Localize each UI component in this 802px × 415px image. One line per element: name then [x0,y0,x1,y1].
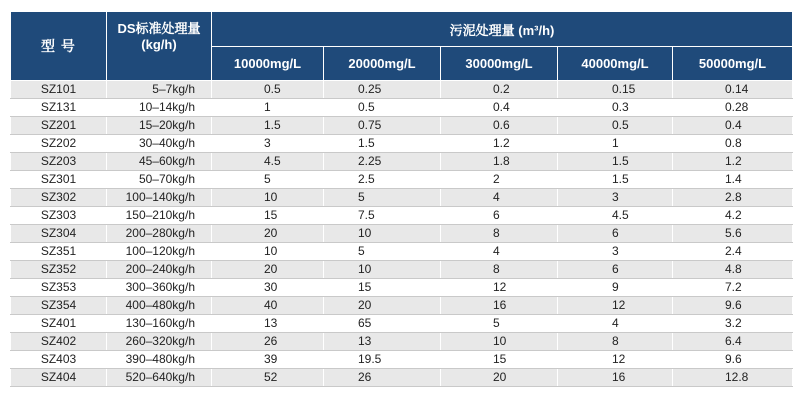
sludge-capacity-cell: 10 [324,225,441,243]
sludge-capacity-cell: 20 [441,369,558,387]
sludge-capacity-cell: 7.5 [324,207,441,225]
sludge-capacity-cell: 20 [212,261,324,279]
sludge-capacity-cell: 0.5 [324,99,441,117]
sludge-capacity-cell: 0.3 [558,99,673,117]
model-cell: SZ303 [11,207,107,225]
sludge-capacity-cell: 3.2 [673,315,793,333]
sludge-capacity-cell: 39 [212,351,324,369]
concentration-header-30000: 30000mg/L [441,47,558,81]
sludge-capacity-cell: 5 [212,171,324,189]
ds-capacity-header [107,12,212,81]
sludge-capacity-cell: 26 [212,333,324,351]
sludge-capacity-cell: 12 [441,279,558,297]
sludge-capacity-cell: 30 [212,279,324,297]
sludge-capacity-cell: 2.5 [324,171,441,189]
table-row [11,369,793,387]
sludge-capacity-cell: 0.5 [212,81,324,99]
table-row [11,261,793,279]
model-cell: SZ302 [11,189,107,207]
model-cell: SZ201 [11,117,107,135]
sludge-capacity-cell: 20 [212,225,324,243]
model-cell: SZ353 [11,279,107,297]
sludge-capacity-cell: 12 [558,351,673,369]
sludge-capacity-cell: 4.8 [673,261,793,279]
sludge-capacity-cell: 13 [212,315,324,333]
sludge-capacity-cell: 4.5 [558,207,673,225]
sludge-capacity-cell: 5 [441,315,558,333]
model-cell: SZ401 [11,315,107,333]
model-cell: SZ404 [11,369,107,387]
sludge-capacity-cell: 10 [212,243,324,261]
sludge-capacity-cell: 2 [441,171,558,189]
sludge-capacity-cell: 9.6 [673,351,793,369]
sludge-capacity-cell: 6 [558,261,673,279]
model-cell: SZ354 [11,297,107,315]
sludge-capacity-cell: 5.6 [673,225,793,243]
model-cell: SZ131 [11,99,107,117]
ds-capacity-cell: 130–160kg/h [107,315,212,333]
sludge-capacity-cell: 52 [212,369,324,387]
sludge-capacity-cell: 2.25 [324,153,441,171]
model-cell: SZ202 [11,135,107,153]
ds-capacity-cell: 520–640kg/h [107,369,212,387]
table-row [11,279,793,297]
sludge-capacity-cell: 0.4 [441,99,558,117]
sludge-capacity-cell: 0.14 [673,81,793,99]
ds-capacity-cell: 50–70kg/h [107,171,212,189]
sludge-capacity-cell: 4.2 [673,207,793,225]
sludge-capacity-cell: 10 [441,333,558,351]
model-cell: SZ402 [11,333,107,351]
ds-capacity-header-line2: (kg/h) [141,37,177,52]
sludge-capacity-cell: 0.2 [441,81,558,99]
sludge-capacity-cell: 16 [441,297,558,315]
sludge-capacity-cell: 0.8 [673,135,793,153]
sludge-capacity-cell: 2.8 [673,189,793,207]
sludge-capacity-cell: 0.28 [673,99,793,117]
sludge-capacity-cell: 9 [558,279,673,297]
ds-capacity-cell: 400–480kg/h [107,297,212,315]
table-row [11,99,793,117]
table-row [11,315,793,333]
sludge-capacity-cell: 8 [441,261,558,279]
table-row [11,189,793,207]
sludge-capacity-cell: 8 [558,333,673,351]
sludge-capacity-cell: 1.2 [673,153,793,171]
ds-capacity-cell: 10–14kg/h [107,99,212,117]
ds-capacity-cell: 45–60kg/h [107,153,212,171]
sludge-capacity-cell: 0.15 [558,81,673,99]
sludge-capacity-cell: 1.5 [324,135,441,153]
table-row [11,297,793,315]
sludge-capacity-cell: 1 [212,99,324,117]
sludge-capacity-cell: 3 [558,243,673,261]
ds-capacity-cell: 260–320kg/h [107,333,212,351]
sludge-capacity-cell: 0.75 [324,117,441,135]
ds-capacity-cell: 15–20kg/h [107,117,212,135]
sludge-capacity-cell: 1.5 [558,153,673,171]
sludge-capacity-cell: 20 [324,297,441,315]
table-row [11,243,793,261]
ds-capacity-cell: 100–120kg/h [107,243,212,261]
sludge-capacity-cell: 6.4 [673,333,793,351]
ds-capacity-cell: 200–280kg/h [107,225,212,243]
ds-capacity-cell: 100–140kg/h [107,189,212,207]
model-cell: SZ101 [11,81,107,99]
sludge-capacity-cell: 19.5 [324,351,441,369]
sludge-capacity-cell: 65 [324,315,441,333]
sludge-capacity-cell: 4 [558,315,673,333]
sludge-capacity-cell: 10 [212,189,324,207]
sludge-capacity-cell: 5 [324,189,441,207]
table-row [11,351,793,369]
model-cell: SZ203 [11,153,107,171]
table-body [11,81,793,387]
table-row [11,117,793,135]
sludge-capacity-group-header: 污泥处理量 (m³/h) [212,12,793,47]
concentration-header-10000: 10000mg/L [212,47,324,81]
ds-capacity-cell: 150–210kg/h [107,207,212,225]
table-row [11,171,793,189]
model-header: 型 号 [11,12,107,81]
sludge-capacity-cell: 1.5 [212,117,324,135]
sludge-capacity-cell: 12.8 [673,369,793,387]
sludge-capacity-cell: 15 [441,351,558,369]
sludge-capacity-cell: 10 [324,261,441,279]
sludge-capacity-cell: 15 [212,207,324,225]
sludge-capacity-cell: 0.5 [558,117,673,135]
sludge-capacity-cell: 12 [558,297,673,315]
sludge-capacity-cell: 4.5 [212,153,324,171]
ds-capacity-cell: 390–480kg/h [107,351,212,369]
sludge-capacity-cell: 7.2 [673,279,793,297]
sludge-capacity-cell: 6 [558,225,673,243]
sludge-capacity-cell: 4 [441,189,558,207]
concentration-header-20000: 20000mg/L [324,47,441,81]
table-row [11,135,793,153]
sludge-capacity-cell: 1.2 [441,135,558,153]
sludge-capacity-cell: 3 [212,135,324,153]
table-row [11,333,793,351]
table-row [11,153,793,171]
ds-capacity-cell: 30–40kg/h [107,135,212,153]
sludge-capacity-cell: 16 [558,369,673,387]
model-cell: SZ352 [11,261,107,279]
sludge-capacity-cell: 1.4 [673,171,793,189]
sludge-capacity-cell: 4 [441,243,558,261]
sludge-capacity-cell: 40 [212,297,324,315]
ds-capacity-cell: 300–360kg/h [107,279,212,297]
concentration-header-50000: 50000mg/L [673,47,793,81]
header-row-top [11,12,793,47]
sludge-capacity-cell: 0.25 [324,81,441,99]
sludge-capacity-cell: 5 [324,243,441,261]
spec-table [10,11,793,387]
model-cell: SZ403 [11,351,107,369]
sludge-capacity-cell: 1.8 [441,153,558,171]
ds-capacity-header-line1: DS标准处理量 [117,21,201,36]
sludge-capacity-cell: 1.5 [558,171,673,189]
sludge-capacity-cell: 0.6 [441,117,558,135]
table-header [11,12,793,81]
table-row [11,207,793,225]
sludge-capacity-cell: 8 [441,225,558,243]
ds-capacity-cell: 5–7kg/h [107,81,212,99]
sludge-capacity-cell: 26 [324,369,441,387]
sludge-capacity-cell: 3 [558,189,673,207]
table-row [11,225,793,243]
sludge-capacity-cell: 2.4 [673,243,793,261]
sludge-capacity-cell: 13 [324,333,441,351]
model-cell: SZ351 [11,243,107,261]
sludge-capacity-cell: 15 [324,279,441,297]
ds-capacity-cell: 200–240kg/h [107,261,212,279]
model-cell: SZ301 [11,171,107,189]
concentration-header-40000: 40000mg/L [558,47,673,81]
sludge-capacity-cell: 0.4 [673,117,793,135]
sludge-capacity-cell: 6 [441,207,558,225]
model-cell: SZ304 [11,225,107,243]
table-row [11,81,793,99]
sludge-capacity-cell: 1 [558,135,673,153]
sludge-capacity-cell: 9.6 [673,297,793,315]
